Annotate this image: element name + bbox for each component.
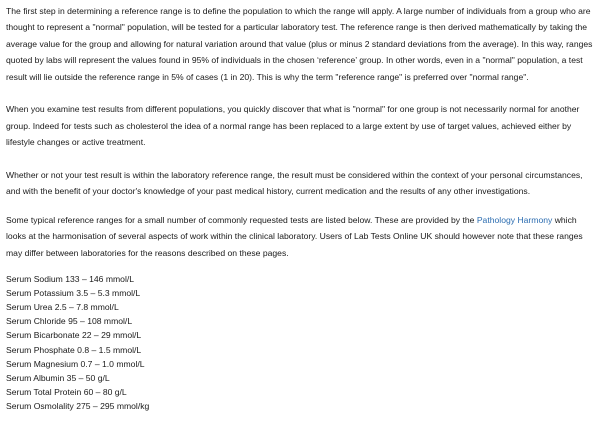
reference-ranges-list (6, 272, 596, 413)
paragraph-typical-ranges (6, 212, 596, 261)
paragraph-personal-context: Whether or not your test result is within the laboratory reference range, the result must be considered within the context of your personal circumstances, and with the benefit of your doctor's knowledge of your past medical history, current medication and the results of any other investigations. (6, 170, 583, 197)
list-item: Serum Potassium 3.5 – 5.3 mmol/L (6, 288, 141, 299)
list-item: Serum Bicarbonate 22 – 29 mmol/L (6, 330, 142, 341)
list-item: Serum Magnesium 0.7 – 1.0 mmol/L (6, 358, 145, 369)
list-item: Serum Total Protein 60 – 80 g/L (6, 386, 127, 397)
pathology-harmony-link[interactable]: Pathology Harmony (476, 214, 553, 225)
article-body (6, 3, 596, 413)
paragraph-different-populations: When you examine test results from different populations, you quickly discover that what is "normal" for one group is not necessarily normal for another group. Indeed for tests such as cholesterol the idea of a normal range has been replaced to a large extent by use of target values, achieved either by lifestyle changes or active treatment. (6, 104, 580, 148)
typical-ranges-text-after: which looks at the harmonisation of several aspects of work within the clinical laboratory. Users of Lab Tests Online UK should however note that these ranges may differ between laboratories for the reasons described on these pages. (6, 214, 583, 258)
list-item: Serum Albumin 35 – 50 g/L (6, 372, 110, 383)
list-item: Serum Sodium 133 – 146 mmol/L (6, 274, 135, 285)
typical-ranges-text-before: Some typical reference ranges for a small number of commonly requested tests are listed below. These are provided by the (6, 214, 477, 225)
list-item: Serum Urea 2.5 – 7.8 mmol/L (6, 302, 119, 313)
list-item: Serum Chloride 95 – 108 mmol/L (6, 316, 133, 327)
paragraph-reference-range-definition: The first step in determining a reference range is to define the population to which the range will apply. A large number of individuals from a group who are thought to represent a "normal" population, will be tested for a particular laboratory test. The reference range is then derived mathematically by taking the average value for the group and allowing for natural variation around that value (plus or minus 2 standard deviations from the average). In this way, ranges quoted by labs will represent the values found in 95% of individuals in the chosen ‘reference’ group. In other words, even in a "normal" population, a test result will lie outside the reference range in 5% of cases (1 in 20). This is why the term "reference range" is preferred over "normal range". (6, 6, 593, 82)
list-item: Serum Phosphate 0.8 – 1.5 mmol/L (6, 344, 142, 355)
list-item: Serum Osmolality 275 – 295 mmol/kg (6, 400, 150, 411)
